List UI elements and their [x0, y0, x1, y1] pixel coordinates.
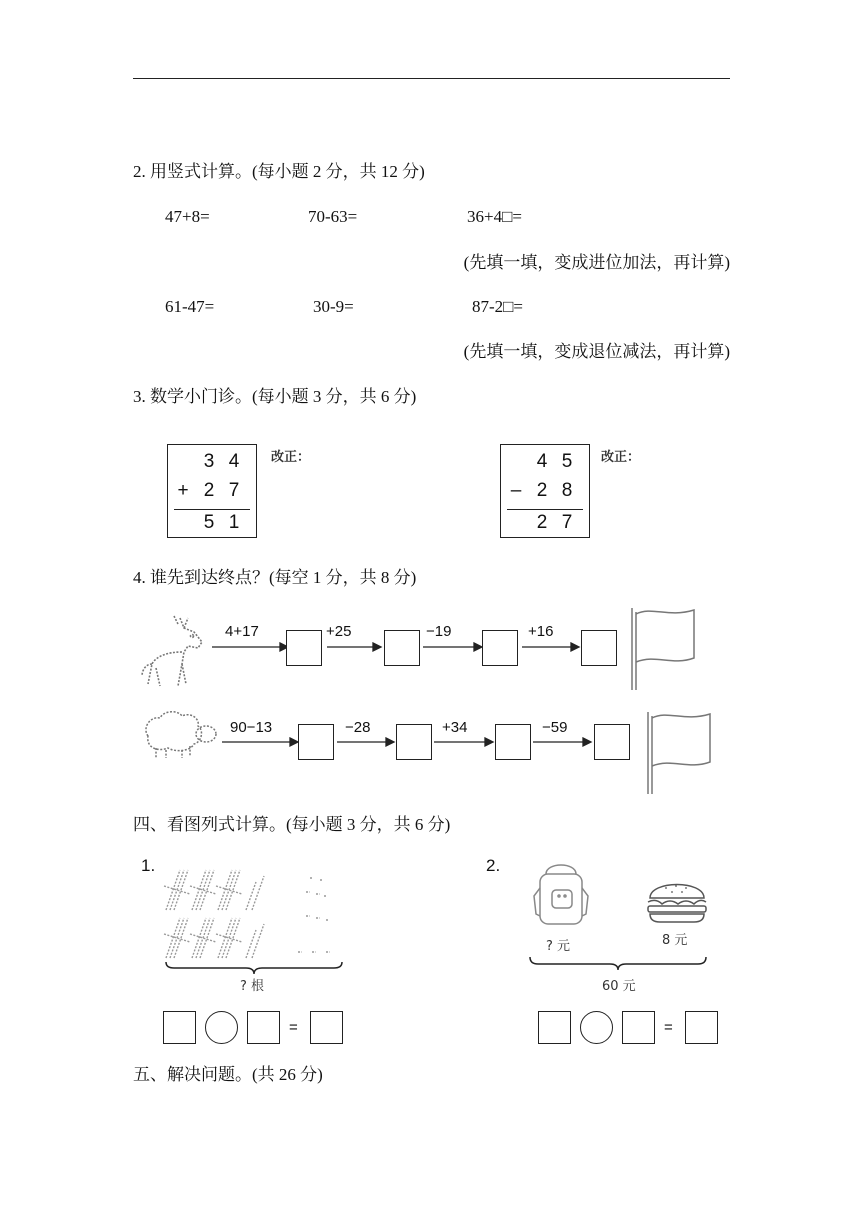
- brace: [528, 955, 708, 973]
- digit: 2: [536, 512, 548, 533]
- operator: +: [177, 480, 189, 501]
- digit: 7: [561, 512, 573, 533]
- digit: 5: [203, 512, 215, 533]
- op-label: 4+17: [225, 623, 259, 640]
- horse-icon: [138, 612, 208, 690]
- burger-icon: [644, 874, 710, 924]
- q2-item: 47+8=: [165, 207, 210, 226]
- fix-label: 改正：: [601, 450, 641, 465]
- bundled-sticks-icon: [160, 866, 350, 966]
- digit: 7: [228, 480, 240, 501]
- answer-box[interactable]: [495, 724, 531, 760]
- op-label: 90−13: [230, 719, 273, 736]
- answer-box[interactable]: [286, 630, 322, 666]
- quantity-label: ? 根: [240, 979, 265, 994]
- op-label: −59: [542, 719, 568, 736]
- equation-box[interactable]: [685, 1011, 718, 1044]
- digit: 5: [561, 451, 573, 472]
- section4-title: 四、看图列式计算。(每小题 3 分，共 6 分): [133, 815, 451, 834]
- equals-sign: =: [289, 1019, 298, 1036]
- q2-item: 70-63=: [308, 207, 358, 226]
- flow-arrows-row-1: [210, 630, 640, 670]
- brace: [164, 960, 344, 976]
- answer-box[interactable]: [581, 630, 617, 666]
- flag-icon: [628, 604, 698, 692]
- equation-box[interactable]: [163, 1011, 196, 1044]
- problem-number: 1.: [141, 856, 156, 875]
- q2-hint: (先填一填，变成进位加法，再计算): [463, 253, 730, 272]
- op-label: −19: [426, 623, 452, 640]
- equation-box[interactable]: [310, 1011, 343, 1044]
- sheep-icon: [138, 706, 218, 760]
- section5-title: 五、解决问题。(共 26 分): [133, 1065, 323, 1084]
- answer-box[interactable]: [396, 724, 432, 760]
- vertical-calc-box: [167, 444, 257, 538]
- backpack-icon: [532, 858, 592, 928]
- operator-circle[interactable]: [580, 1011, 613, 1044]
- price-label: 8 元: [662, 933, 688, 948]
- q4-title: 4. 谁先到达终点？(每空 1 分，共 8 分): [133, 568, 417, 587]
- operator-circle[interactable]: [205, 1011, 238, 1044]
- equation-box[interactable]: [538, 1011, 571, 1044]
- digit: 2: [203, 480, 215, 501]
- q2-item: 36+4□=: [467, 207, 522, 226]
- operator: –: [510, 480, 522, 501]
- q2-title: 2. 用竖式计算。(每小题 2 分，共 12 分): [133, 162, 425, 181]
- equation-box[interactable]: [247, 1011, 280, 1044]
- equals-sign: =: [664, 1019, 673, 1036]
- fix-label: 改正：: [271, 450, 311, 465]
- answer-box[interactable]: [594, 724, 630, 760]
- digit: 4: [536, 451, 548, 472]
- digit: 4: [228, 451, 240, 472]
- sum-line: [507, 509, 583, 510]
- q2-item: 87-2□=: [472, 297, 524, 316]
- q2-hint: (先填一填，变成退位减法，再计算): [463, 342, 730, 361]
- op-label: −28: [345, 719, 371, 736]
- op-label: +25: [326, 623, 352, 640]
- sum-line: [174, 509, 250, 510]
- q3-title: 3. 数学小门诊。(每小题 3 分，共 6 分): [133, 387, 417, 406]
- digit: 3: [203, 451, 215, 472]
- answer-box[interactable]: [384, 630, 420, 666]
- equation-box[interactable]: [622, 1011, 655, 1044]
- op-label: +16: [528, 623, 554, 640]
- answer-box[interactable]: [482, 630, 518, 666]
- answer-box[interactable]: [298, 724, 334, 760]
- total-label: 60 元: [602, 979, 636, 994]
- price-label: ? 元: [546, 939, 571, 954]
- problem-number: 2.: [486, 856, 501, 875]
- flag-icon: [644, 708, 714, 796]
- q2-item: 30-9=: [313, 297, 354, 316]
- vertical-calc-box: [500, 444, 590, 538]
- digit: 1: [228, 512, 240, 533]
- q2-item: 61-47=: [165, 297, 215, 316]
- digit: 2: [536, 480, 548, 501]
- digit: 8: [561, 480, 573, 501]
- top-rule: [133, 78, 730, 79]
- op-label: +34: [442, 719, 468, 736]
